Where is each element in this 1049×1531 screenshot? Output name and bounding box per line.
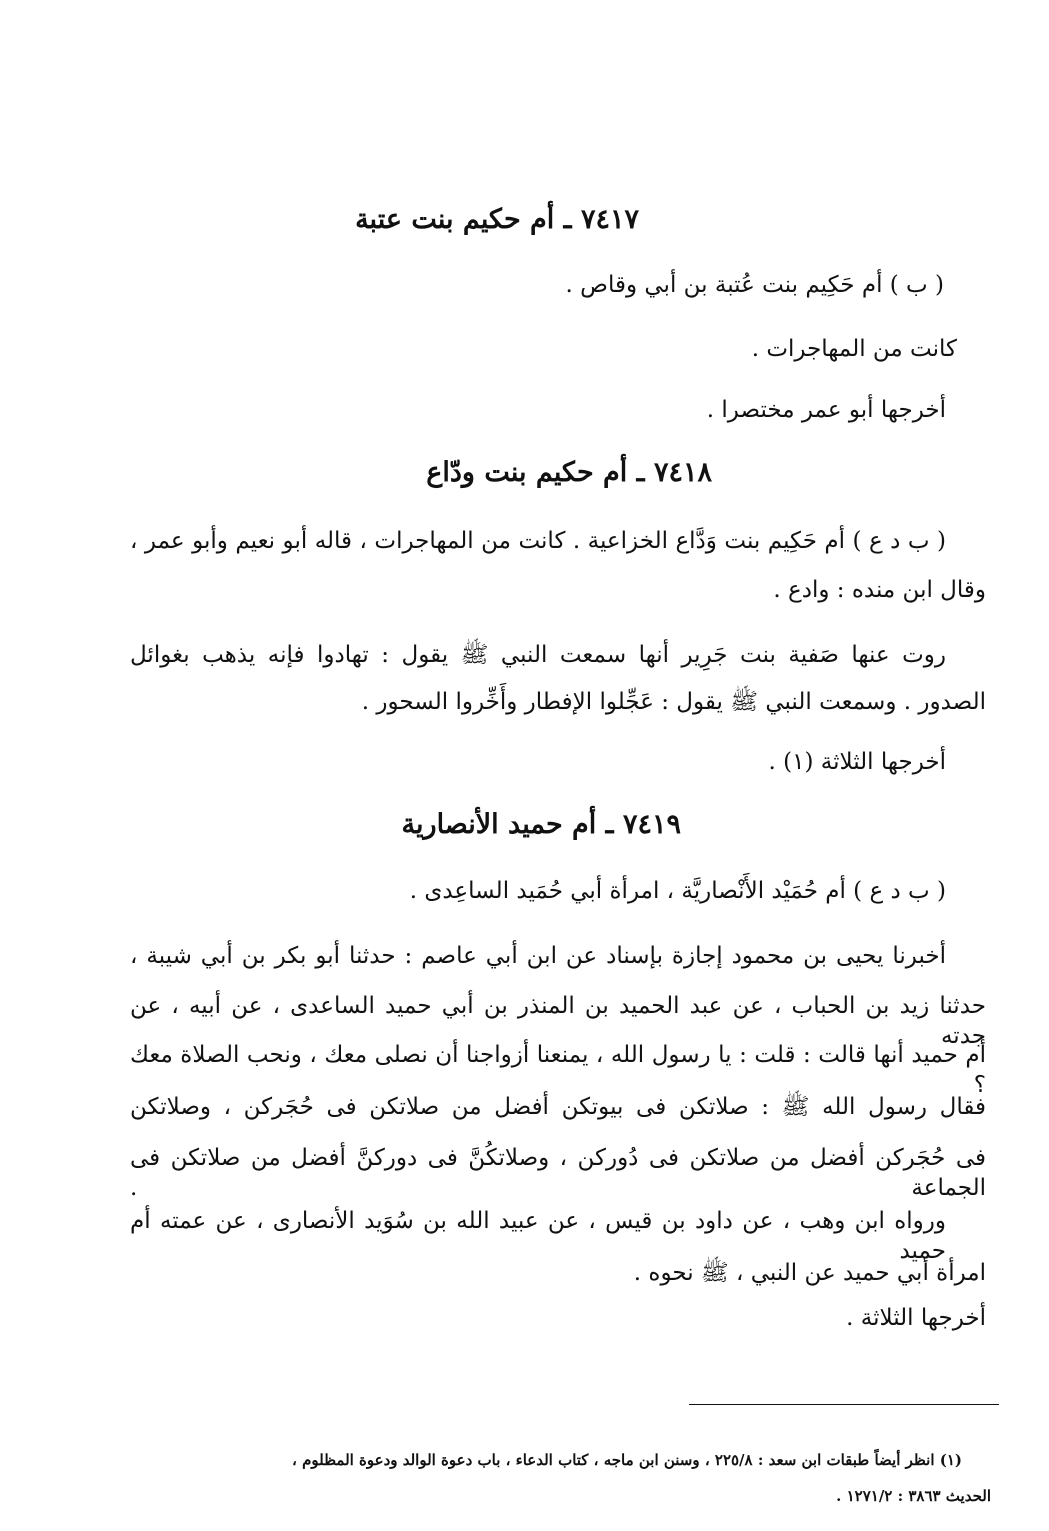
entry-7418-line-1: ( ب د ع ) أم حَكِيم بنت وَدَّاع الخزاعية . كانت من المهاجرات ، قاله أبو نعيم وأبو عمر ،	[130, 528, 946, 554]
entry-heading-7418: ٧٤١٨ ـ أم حكيم بنت ودّاع	[426, 457, 712, 488]
entry-heading-7417: ٧٤١٧ ـ أم حكيم بنت عتبة	[355, 204, 639, 235]
footnote-divider	[689, 1404, 999, 1405]
entry-7419-line-5: فقال رسول الله ﷺ : صلاتكن فى بيوتكن أفضل من صلاتكن فى حُجَركن ، وصلاتكن	[130, 1094, 986, 1120]
entry-7418-line-4: الصدور . وسمعت النبي ﷺ يقول : عَجِّلوا الإفطار وأَخِّروا السحور .	[361, 689, 986, 715]
entry-7419-line-1: ( ب د ع ) أم حُمَيْد الأَنْصاريَّة ، امرأة أبي حُمَيد الساعِدى .	[409, 878, 946, 904]
entry-7418-line-3: روت عنها صَفية بنت جَرِير أنها سمعت النبي ﷺ يقول : تهادوا فإنه يذهب بغوائل	[130, 642, 946, 668]
entry-7417-line-3: أخرجها أبو عمر مختصرا .	[706, 397, 946, 423]
entry-7419-line-4: أم حميد أنها قالت : قلت : يا رسول الله ، يمنعنا أزواجنا أن نصلى معك ، ونحب الصلاة معك ؟	[130, 1042, 986, 1098]
footnote-line-2: الحديث ٣٨٦٣ : ١٢٧١/٢ .	[836, 1487, 991, 1505]
entry-7419-line-2: أخبرنا يحيى بن محمود إجازة بإسناد عن ابن أبي عاصم : حدثنا أبو بكر بن أبي شيبة ،	[130, 943, 946, 969]
entry-7419-line-8: امرأة أبي حميد عن النبي ، ﷺ نحوه .	[633, 1260, 986, 1286]
entry-7418-line-5: أخرجها الثلاثة (١) .	[768, 749, 946, 775]
entry-7419-line-3: حدثنا زيد بن الحباب ، عن عبد الحميد بن المنذر بن أبي حميد الساعدى ، عن أبيه ، عن جدته	[130, 993, 986, 1049]
entry-heading-7419: ٧٤١٩ ـ أم حميد الأنصارية	[401, 809, 681, 840]
entry-7418-line-2: وقال ابن منده : وادع .	[773, 577, 986, 603]
footnote-line-1: (١) انظر أيضاً طبقات ابن سعد : ٢٢٥/٨ ، وسنن ابن ماجه ، كتاب الدعاء ، باب دعوة الوالد ودعوة المظلوم ،	[292, 1451, 962, 1469]
entry-7419-line-7: ورواه ابن وهب ، عن داود بن قيس ، عن عبيد الله بن سُوَيد الأنصارى ، عن عمته أم حميد	[130, 1208, 946, 1264]
entry-7419-line-6: فى حُجَركن أفضل من صلاتكن فى دُوركن ، وصلاتكُنَّ فى دوركنَّ أفضل من صلاتكن فى الجماعة .	[130, 1145, 986, 1201]
entry-7417-line-2: كانت من المهاجرات .	[751, 336, 957, 362]
entry-7419-line-9: أخرجها الثلاثة .	[846, 1305, 986, 1331]
entry-7417-line-1: ( ب ) أم حَكِيم بنت عُتبة بن أبي وقاص .	[565, 272, 944, 298]
